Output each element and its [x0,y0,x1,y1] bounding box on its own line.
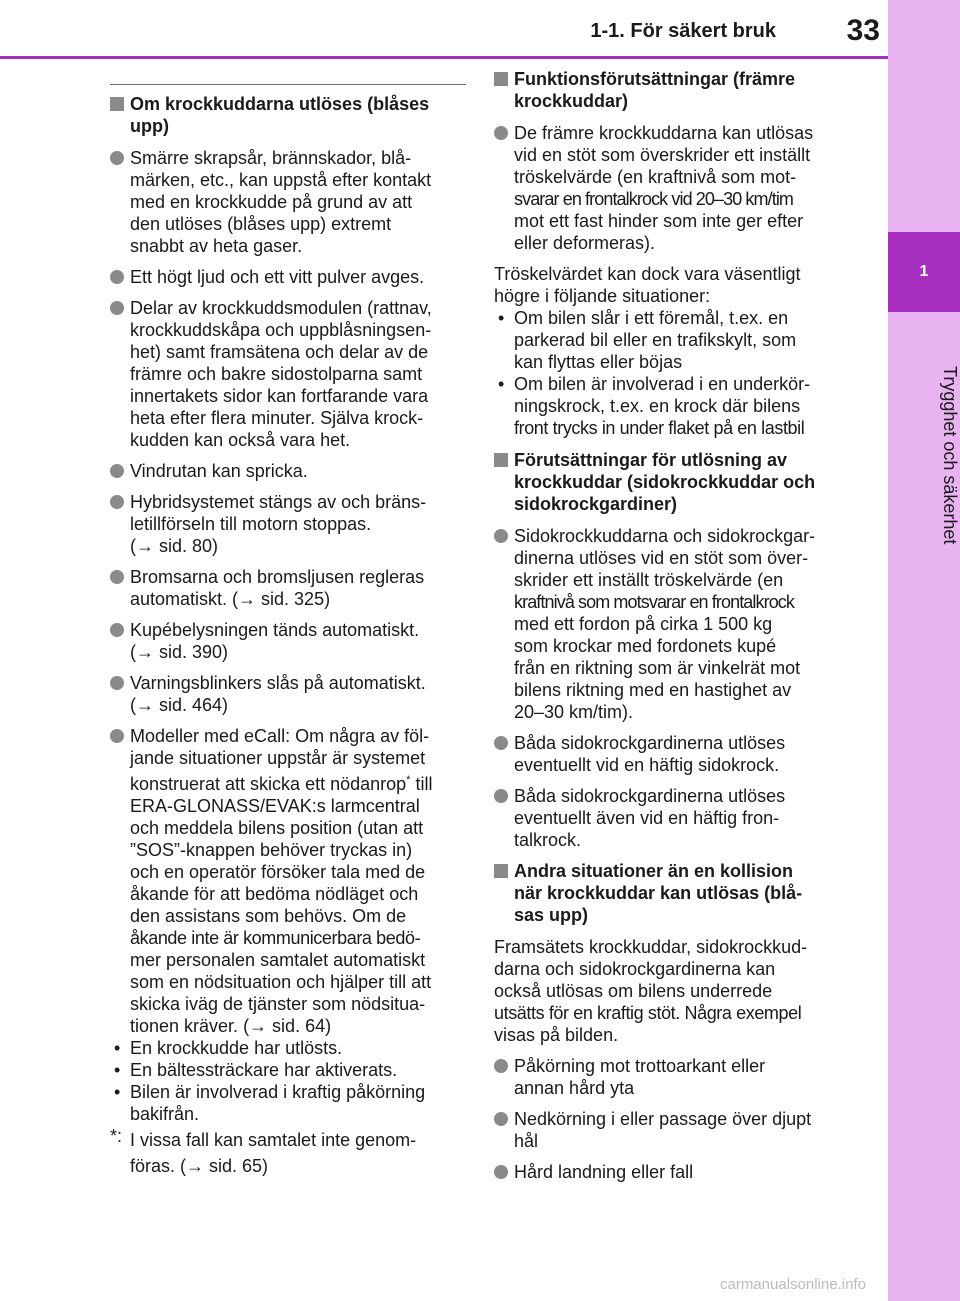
section-heading-deployment [110,93,466,137]
item-line: Hybridsystemet stängs av och bräns- [130,492,427,512]
sub-bullet-line: ningskrock, t.ex. en krock där bilens [514,396,801,416]
chapter-label-text: Trygghet och säkerhet [940,365,960,545]
square-bullet-icon [494,72,508,86]
item-line: het) samt framsätena och delar av de [130,342,429,362]
item-line-text: konstruerat att skicka ett nödanrop [130,774,407,794]
item-line: hål [514,1131,539,1151]
item-line: Båda sidokrockgardinerna utlöses [514,733,786,753]
round-bullet-icon [110,301,124,315]
round-bullet-icon [110,151,124,165]
round-bullet-icon [494,1059,508,1073]
item-line: 20–30 km/tim). [514,702,634,722]
item-line: Båda sidokrockgardinerna utlöses [514,786,786,806]
sub-bullet [110,1081,466,1125]
list-item [494,1055,860,1099]
item-line: den assistans som behövs. Om de [130,906,407,926]
chapter-number: 1 [888,232,960,312]
page-reference-link[interactable]: (→ sid. 390) [130,642,229,662]
item-line: mer personalen samtalet automatiskt [130,950,426,970]
heading-line: Funktionsförutsättningar (främre [514,69,796,89]
item-line: jande situationer uppstår är systemet [130,748,426,768]
square-bullet-icon [494,864,508,878]
item-line: snabbt av heta gaser. [130,236,303,256]
round-bullet-icon [110,495,124,509]
item-line: skicka iväg de tjänster som nödsitua- [130,994,426,1014]
sub-bullet-line: Om bilen är involverad i en underkör- [514,374,811,394]
footnote-marker: * [406,774,411,786]
page-reference-link[interactable]: (→ sid. 80) [130,536,219,556]
item-line: skrider ett inställt tröskelvärde (en [514,570,784,590]
item-line: De främre krockkuddarna kan utlösas [514,123,814,143]
list-item [494,122,860,254]
page-number: 33 [846,14,880,47]
item-line: Smärre skrapsår, brännskador, blå- [130,148,412,168]
item-line: talkrock. [514,830,582,850]
left-column [110,82,466,1177]
item-line: letillförseln till motorn stoppas. [130,514,372,534]
item-line: heta efter flera minuter. Själva krock- [130,408,424,428]
sub-bullet [110,1059,466,1081]
sub-bullet-line: En bältessträckare har aktiverats. [130,1060,398,1080]
item-line: ”SOS”-knappen behöver tryckas in) [130,840,413,860]
item-line: Bromsarna och bromsljusen regleras [130,567,425,587]
heading-line: upp) [130,116,169,136]
heading-line: Om krockkuddarna utlöses (blåses [130,94,430,114]
item-line: ERA-GLONASS/EVAK:s larmcentral [130,796,420,816]
sub-bullet-line: Om bilen slår i ett föremål, t.ex. en [514,308,789,328]
right-column [494,68,860,1192]
item-line: och meddela bilens position (utan att [130,818,424,838]
item-line: Modeller med eCall: Om några av föl- [130,726,430,746]
item-line: kudden kan också vara het. [130,430,351,450]
list-item [110,266,466,288]
square-bullet-icon [494,453,508,467]
sub-bullet [110,1037,466,1059]
item-line: krockkuddskåpa och uppblåsningsen- [130,320,432,340]
item-line: den utlöses (blåses upp) extremt [130,214,392,234]
round-bullet-icon [494,736,508,750]
footnote-marker: *: [110,1126,123,1146]
section-heading-front-airbags [494,68,860,112]
item-line: vid en stöt som överskrider ett inställt [514,145,811,165]
item-line: som krockar med fordonets kupé [514,636,777,656]
round-bullet-icon [110,270,124,284]
item-line: Nedkörning i eller passage över djupt [514,1109,812,1129]
list-item [494,785,860,851]
sub-bullet-symbol: • [498,308,505,328]
item-line: främre och bakre sidostolparna samt [130,364,423,384]
item-line: dinerna utlöses vid en stöt som över- [514,548,809,568]
heading-line: krockkuddar (sidokrockkuddar och [514,472,816,492]
item-line: åkande för att bedöma nödläget och [130,884,419,904]
sub-bullet-line: kan flyttas eller böjas [514,352,683,372]
list-item-ecall [110,725,466,1037]
item-line: märken, etc., kan uppstå efter kontakt [130,170,432,190]
paragraph-line: också utlösas om bilens underrede [494,981,773,1001]
item-line: annan hård yta [514,1078,635,1098]
round-bullet-icon [110,729,124,743]
footnote-line: I vissa fall kan samtalet inte genom- [130,1130,417,1150]
item-line: med ett fordon på cirka 1 500 kg [514,614,773,634]
list-item [110,566,466,610]
item-line-with-note [130,773,466,795]
paragraph [494,936,860,1046]
heading-line: när krockkuddar kan utlösas (blå- [514,883,803,903]
paragraph-line: visas på bilden. [494,1025,619,1045]
heading-line: Förutsättningar för utlösning av [514,450,787,470]
heading-line: sidokrockgardiner) [514,494,678,514]
item-line: från en riktning som är vinkelrät mot [514,658,801,678]
round-bullet-icon [494,529,508,543]
heading-line: sas upp) [514,905,589,925]
sub-bullet-line: Bilen är involverad i kraftig påkörning [130,1082,426,1102]
list-item [110,619,466,663]
round-bullet-icon [494,1112,508,1126]
item-line: som en nödsituation och hjälper till att [130,972,432,992]
item-line: svarar en frontalkrock vid 20–30 km/tim [514,189,794,209]
heading-line: krockkuddar) [514,91,629,111]
list-item [110,460,466,482]
sub-bullet-line: En krockkudde har utlösts. [130,1038,343,1058]
page-reference-link[interactable]: (→ sid. 464) [130,695,229,715]
item-line: Ett högt ljud och ett vitt pulver avges. [130,267,425,287]
list-item [110,297,466,451]
item-line: innertakets sidor kan fortfarande vara [130,386,429,406]
round-bullet-icon [494,789,508,803]
item-line: med en krockkudde på grund av att [130,192,413,212]
list-item [494,732,860,776]
section-heading-non-collision [494,860,860,926]
footnote [110,1126,466,1177]
round-bullet-icon [110,464,124,478]
heading-line: Andra situationer än en kollision [514,861,794,881]
item-line: Delar av krockkuddsmodulen (rattnav, [130,298,432,318]
item-line: bilens riktning med en hastighet av [514,680,792,700]
sub-bullet-symbol: • [114,1038,121,1058]
paragraph-line: högre i följande situationer: [494,286,711,306]
list-item [110,491,466,557]
round-bullet-icon [494,1165,508,1179]
list-item [494,525,860,723]
paragraph-line: Framsätets krockkuddar, sidokrockkud- [494,937,808,957]
square-bullet-icon [110,97,124,111]
page-reference-link[interactable]: tionen kräver. (→ sid. 64) [130,1016,332,1036]
item-line: eventuellt även vid en häftig fron- [514,808,780,828]
item-line: eventuellt vid en häftig sidokrock. [514,755,780,775]
item-line: åkande inte är kommunicerbara bedö- [130,928,421,948]
list-item [110,147,466,257]
section-heading-side-airbags [494,449,860,515]
column-top-rule [110,84,466,85]
sub-bullet-symbol: • [114,1082,121,1102]
paragraph-line: darna och sidokrockgardinerna kan [494,959,776,979]
round-bullet-icon [110,570,124,584]
list-item [494,1161,860,1183]
page-reference-link[interactable]: automatiskt. (→ sid. 325) [130,589,331,609]
item-line: mot ett fast hinder som inte ger efter [514,211,804,231]
item-line: Hård landning eller fall [514,1162,694,1182]
watermark: carmanualsonline.info [720,1276,866,1293]
item-line: Vindrutan kan spricka. [130,461,308,481]
list-item [494,1108,860,1152]
page-reference-link[interactable]: föras. (→ sid. 65) [130,1156,269,1176]
sub-bullet-line: front trycks in under flaket på en lastbil [514,418,805,438]
item-line: Varningsblinkers slås på automatiskt. [130,673,426,693]
sub-bullet-line: parkerad bil eller en trafikskylt, som [514,330,797,350]
paragraph-line: Tröskelvärdet kan dock vara väsentligt [494,264,801,284]
sub-bullet [494,307,860,373]
section-title: 1-1. För säkert bruk [590,20,776,42]
round-bullet-icon [110,676,124,690]
item-line: kraftnivå som motsvarar en frontalkrock [514,592,795,612]
paragraph-line: utsätts för en kraftig stöt. Några exempel [494,1003,802,1023]
round-bullet-icon [110,623,124,637]
round-bullet-icon [494,126,508,140]
item-line: Påkörning mot trottoarkant eller [514,1056,766,1076]
chapter-label [888,325,960,585]
list-item [110,672,466,716]
item-line: Kupébelysningen tänds automatiskt. [130,620,420,640]
item-line: och en operatör försöker tala med de [130,862,426,882]
item-line: tröskelvärde (en kraftnivå som mot- [514,167,797,187]
header-divider [0,56,888,59]
sub-bullet-symbol: • [498,374,505,394]
chapter-side-tab [888,0,960,1301]
item-line-text: till [410,774,433,794]
sub-bullet-line: bakifrån. [130,1104,200,1124]
item-line: eller deformeras). [514,233,656,253]
paragraph [494,263,860,307]
sub-bullet-symbol: • [114,1060,121,1080]
sub-bullet [494,373,860,439]
item-line: Sidokrockkuddarna och sidokrockgar- [514,526,816,546]
